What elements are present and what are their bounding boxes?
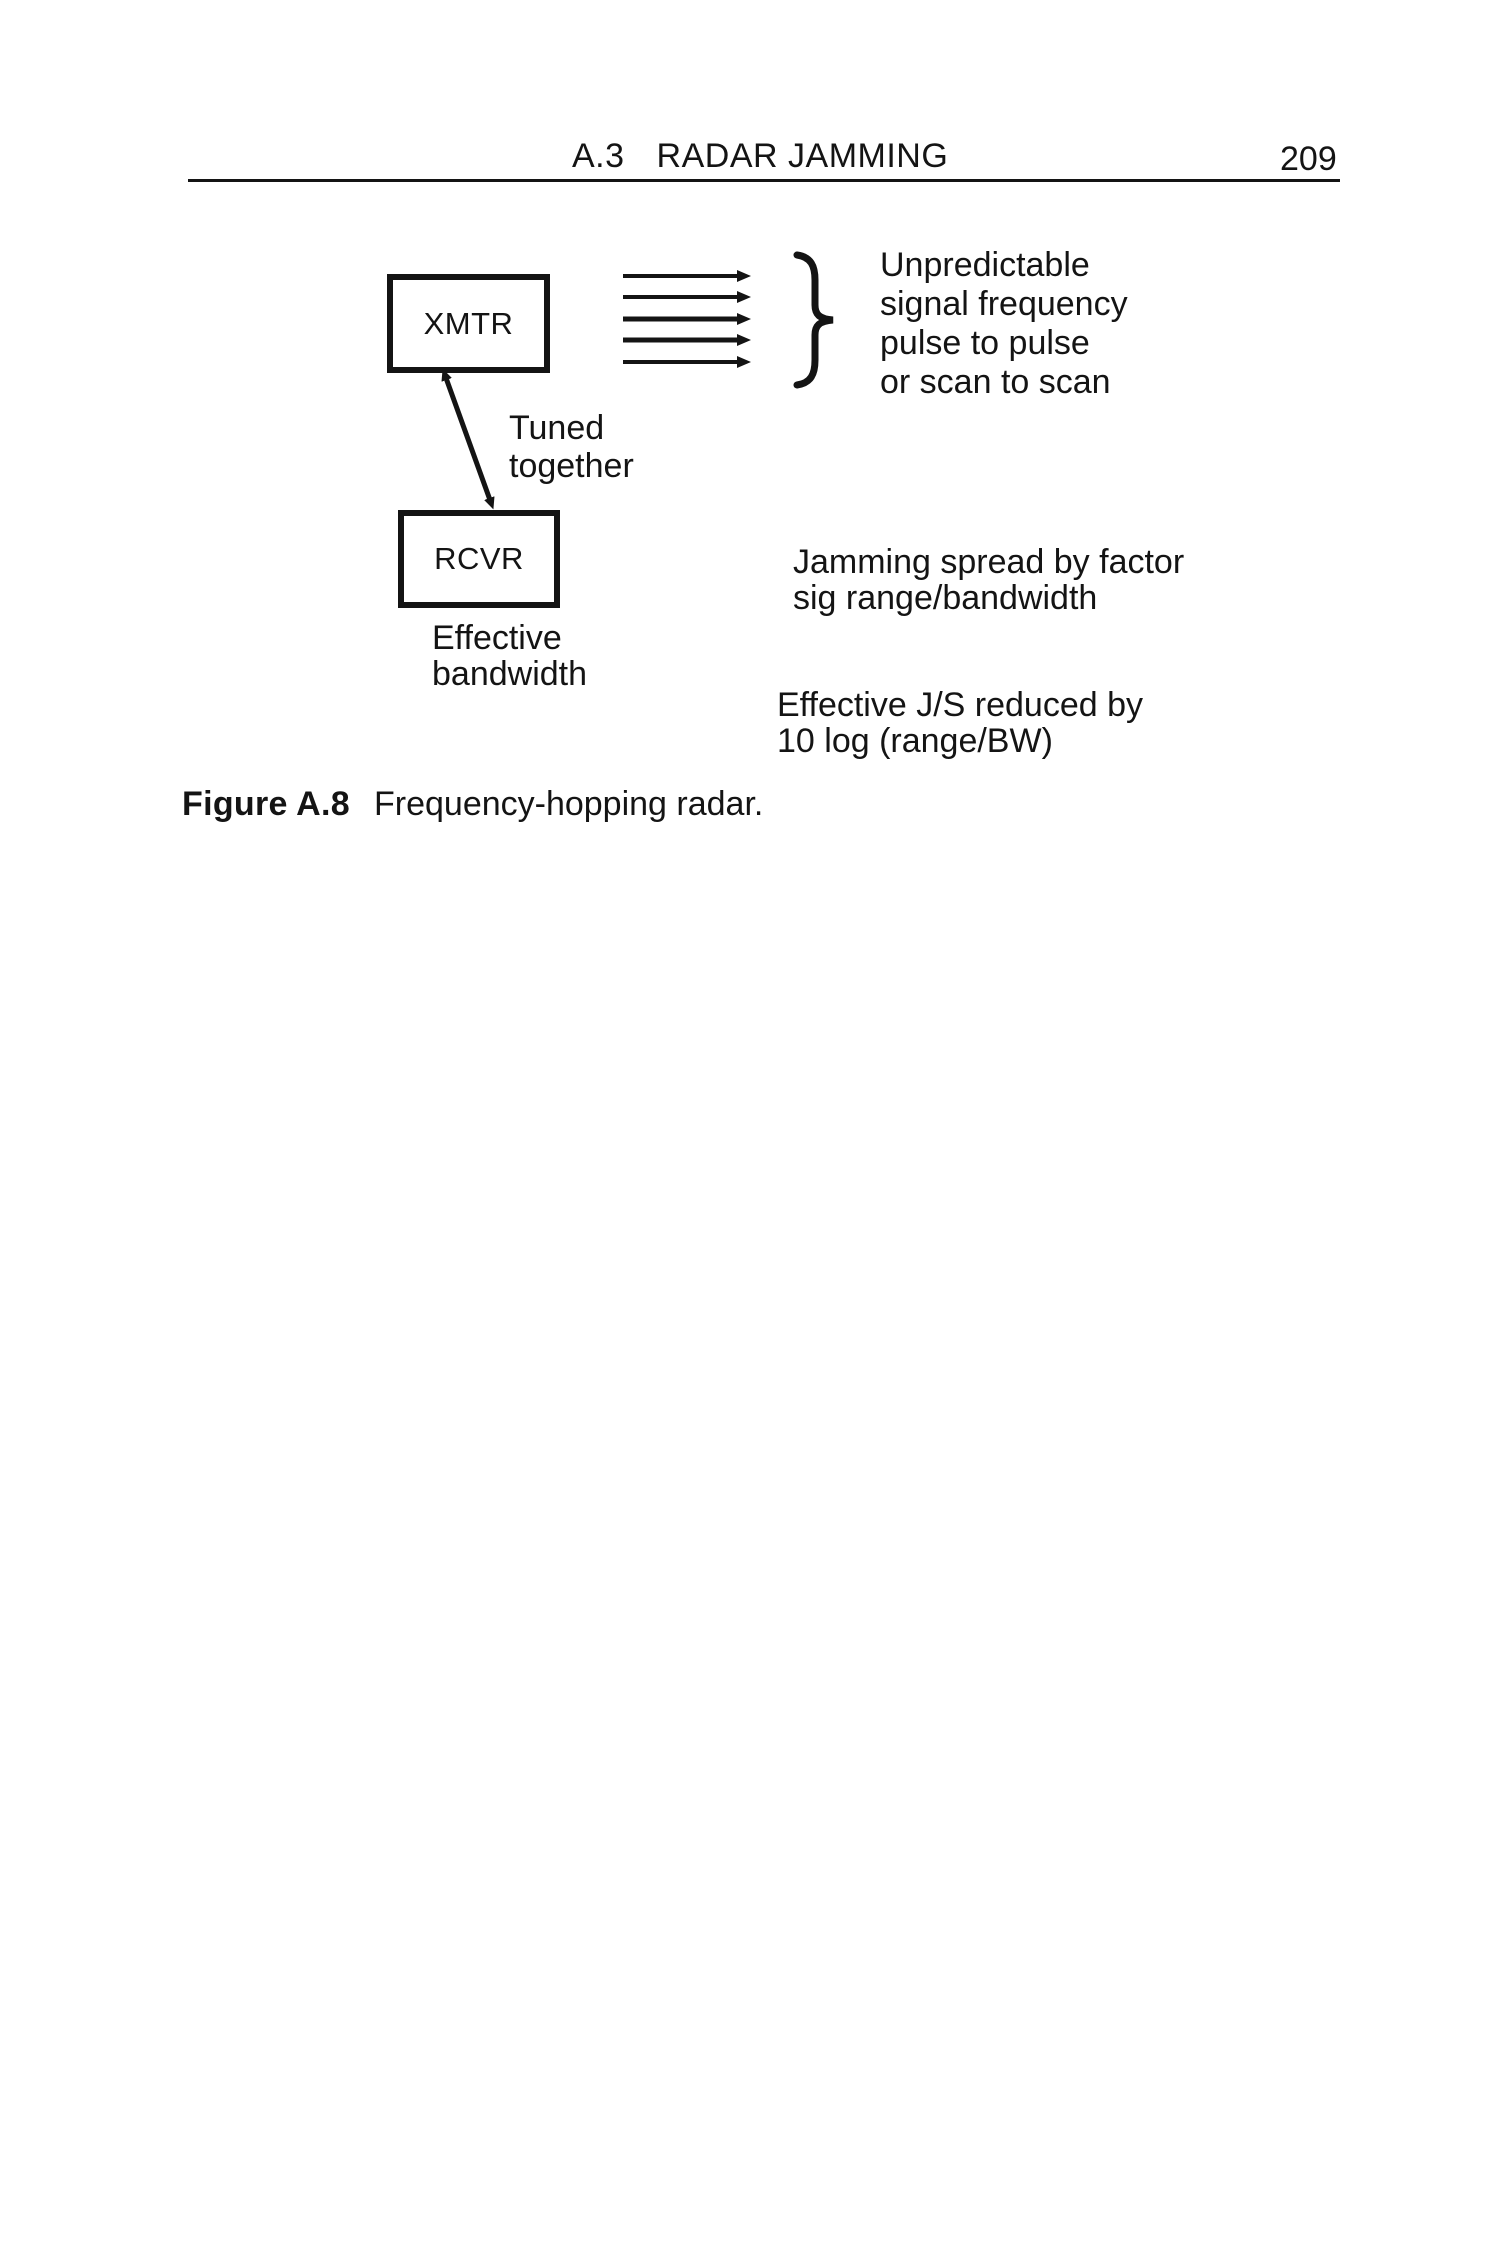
note-line: bandwidth	[432, 655, 588, 693]
note-line: signal frequency	[880, 285, 1128, 323]
js-reduced-note	[777, 687, 1143, 759]
note-line: or scan to scan	[880, 363, 1111, 401]
rcvr-box	[398, 510, 560, 608]
note-line: Effective J/S reduced by	[777, 686, 1144, 724]
note-line: Unpredictable	[880, 246, 1090, 284]
note-line: Tuned	[509, 409, 605, 447]
note-line: Jamming spread by factor	[793, 543, 1185, 581]
section-number: A.3	[572, 137, 625, 175]
note-line: 10 log (range/BW)	[777, 722, 1053, 760]
tuned-together-label	[509, 409, 634, 485]
signal-arrows-icon	[618, 266, 763, 370]
tuned-together-arrow	[430, 368, 510, 516]
running-header	[572, 137, 948, 176]
figure-caption	[182, 785, 763, 824]
header-rule	[188, 179, 1340, 182]
xmtr-label: XMTR	[423, 305, 514, 341]
note-line: together	[509, 447, 634, 485]
page-number: 209	[1280, 140, 1337, 178]
note-line: Effective	[432, 619, 562, 657]
rcvr-label: RCVR	[434, 541, 524, 576]
note-line: sig range/bandwidth	[793, 579, 1098, 617]
curly-brace-icon	[788, 250, 844, 390]
section-title: RADAR JAMMING	[656, 137, 949, 175]
note-line: pulse to pulse	[880, 324, 1090, 362]
jamming-spread-note	[793, 544, 1184, 616]
xmtr-box	[387, 274, 550, 373]
figure-caption-text: Frequency-hopping radar.	[374, 785, 764, 823]
unpredictable-note	[880, 246, 1128, 402]
figure-caption-label: Figure A.8	[182, 785, 350, 823]
effective-bandwidth-label	[432, 620, 587, 692]
